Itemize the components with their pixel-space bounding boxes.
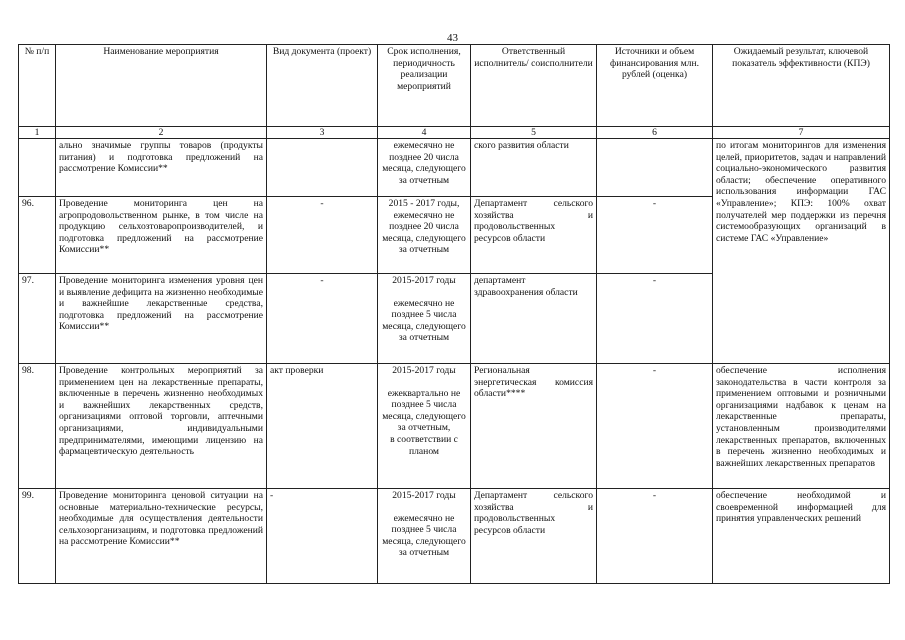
responsible: Региональная энергетическая комиссия области****: [471, 364, 597, 489]
header-doc: Вид документа (проект): [267, 45, 378, 127]
document-type: -: [267, 489, 378, 584]
term-cell: [378, 197, 471, 274]
term-detail: ежемесячно не позднее 20 числа месяца, следующего за отчетным: [382, 209, 466, 256]
financing: -: [597, 489, 713, 584]
header-result: Ожидаемый результат, ключевой показатель эффективности (КПЭ): [713, 45, 890, 127]
term-detail: ежемесячно не позднее 5 числа месяца, следующего за отчетным: [382, 512, 466, 559]
term-detail: ежемесячно не позднее 20 числа месяца, следующего за отчетным: [382, 140, 466, 186]
table-row: [19, 139, 890, 197]
header-resp: Ответственный исполнитель/ соисполнители: [471, 45, 597, 127]
term-spacer: [381, 287, 467, 298]
term-main: 2015 - 2017 годы,: [388, 198, 460, 209]
document-type: -: [267, 274, 378, 364]
column-number: 2: [56, 127, 267, 139]
column-number: 4: [378, 127, 471, 139]
term-main: 2015-2017 годы: [392, 490, 456, 501]
financing: [597, 139, 713, 197]
responsible: Департамент сельского хозяйства и продовольственных ресурсов области: [471, 489, 597, 584]
column-number-row: [19, 127, 890, 139]
row-number: [19, 139, 56, 197]
column-number: 5: [471, 127, 597, 139]
measure-name: Проведение мониторинга ценовой ситуации на основные материально-технические ресурсы, необходимые для осуществления деятельности сельхозорганизациям, и подготовка предложений на рассмотрение Комиссии**: [56, 489, 267, 584]
term-cell: [378, 364, 471, 489]
page-number: 43: [447, 32, 458, 44]
term-spacer: [381, 502, 467, 513]
responsible: департамент здравоохранения области: [471, 274, 597, 364]
measure-name: Проведение контрольных мероприятий за применением цен на лекарственные препараты, включенные в перечень жизненно необходимых и важнейших лекарственных средств, организациями оптовой торговли, аптечными организациями, индивидуальными предпринимателями, имеющими лицензию на фармацевтическую деятельность: [56, 364, 267, 489]
column-number: 7: [713, 127, 890, 139]
table-row: [19, 364, 890, 489]
measures-table: [18, 44, 890, 584]
term-cell: [378, 274, 471, 364]
expected-result: обеспечение необходимой и своевременной информацией для принятия управленческих решений: [713, 489, 890, 584]
header-term: Срок исполнения, периодичность реализации мероприятий: [378, 45, 471, 127]
row-number: 98.: [19, 364, 56, 489]
expected-result: по итогам мониторингов для изменения целей, приоритетов, задач и направлений социально-экономического развития области; обеспечение оперативного использования информации ГАС «Управление»; КПЭ: 100% охват получателей мер поддержки из перечня системообразующих организаций в системе ГАС «Управление»: [713, 139, 890, 364]
responsible: ского развития области: [471, 139, 597, 197]
header-name: Наименование мероприятия: [56, 45, 267, 127]
financing: -: [597, 274, 713, 364]
expected-result: обеспечение исполнения законодательства в части контроля за применением оптовыми и розничными организациями надбавок к ценам на лекарственные препараты, установленным производителями лекарственных препаратов, включенных в перечень жизненно необходимых и важнейших лекарственных препаратов: [713, 364, 890, 489]
measure-name: Проведение мониторинга изменения уровня цен и выявление дефицита на жизненно необходимые и важнейшие лекарственные средства, подготовка предложений на рассмотрение Комиссии**: [56, 274, 267, 364]
responsible: Департамент сельского хозяйства и продовольственных ресурсов области: [471, 197, 597, 274]
term-detail: ежеквартально не позднее 5 числа месяца, следующего за отчетным,: [382, 387, 466, 434]
term-cell: [378, 489, 471, 584]
column-number: 6: [597, 127, 713, 139]
financing: -: [597, 197, 713, 274]
term-detail: ежемесячно не позднее 5 числа месяца, следующего за отчетным: [382, 297, 466, 344]
document-type: [267, 139, 378, 197]
term-main: 2015-2017 годы: [392, 275, 456, 286]
column-number: 1: [19, 127, 56, 139]
term-main: 2015-2017 годы: [392, 365, 456, 376]
measure-name: ально значимые группы товаров (продукты питания) и подготовка предложений на рассмотрение Комиссии**: [56, 139, 267, 197]
financing: -: [597, 364, 713, 489]
table-row: [19, 489, 890, 584]
term-spacer: [381, 377, 467, 388]
header-num: № п/п: [19, 45, 56, 127]
header-row: [19, 45, 890, 127]
header-fin: Источники и объем финансирования млн. рублей (оценка): [597, 45, 713, 127]
row-number: 99.: [19, 489, 56, 584]
row-number: 96.: [19, 197, 56, 274]
term-extra: в соответствии с планом: [390, 433, 458, 457]
document-type: -: [267, 197, 378, 274]
column-number: 3: [267, 127, 378, 139]
measure-name: Проведение мониторинга цен на агропродовольственном рынке, в том числе на продукцию сельхозтоваропроизводителей, и подготовка предложений на рассмотрение Комиссии**: [56, 197, 267, 274]
row-number: 97.: [19, 274, 56, 364]
document-type: акт проверки: [267, 364, 378, 489]
term-cell: [378, 139, 471, 197]
